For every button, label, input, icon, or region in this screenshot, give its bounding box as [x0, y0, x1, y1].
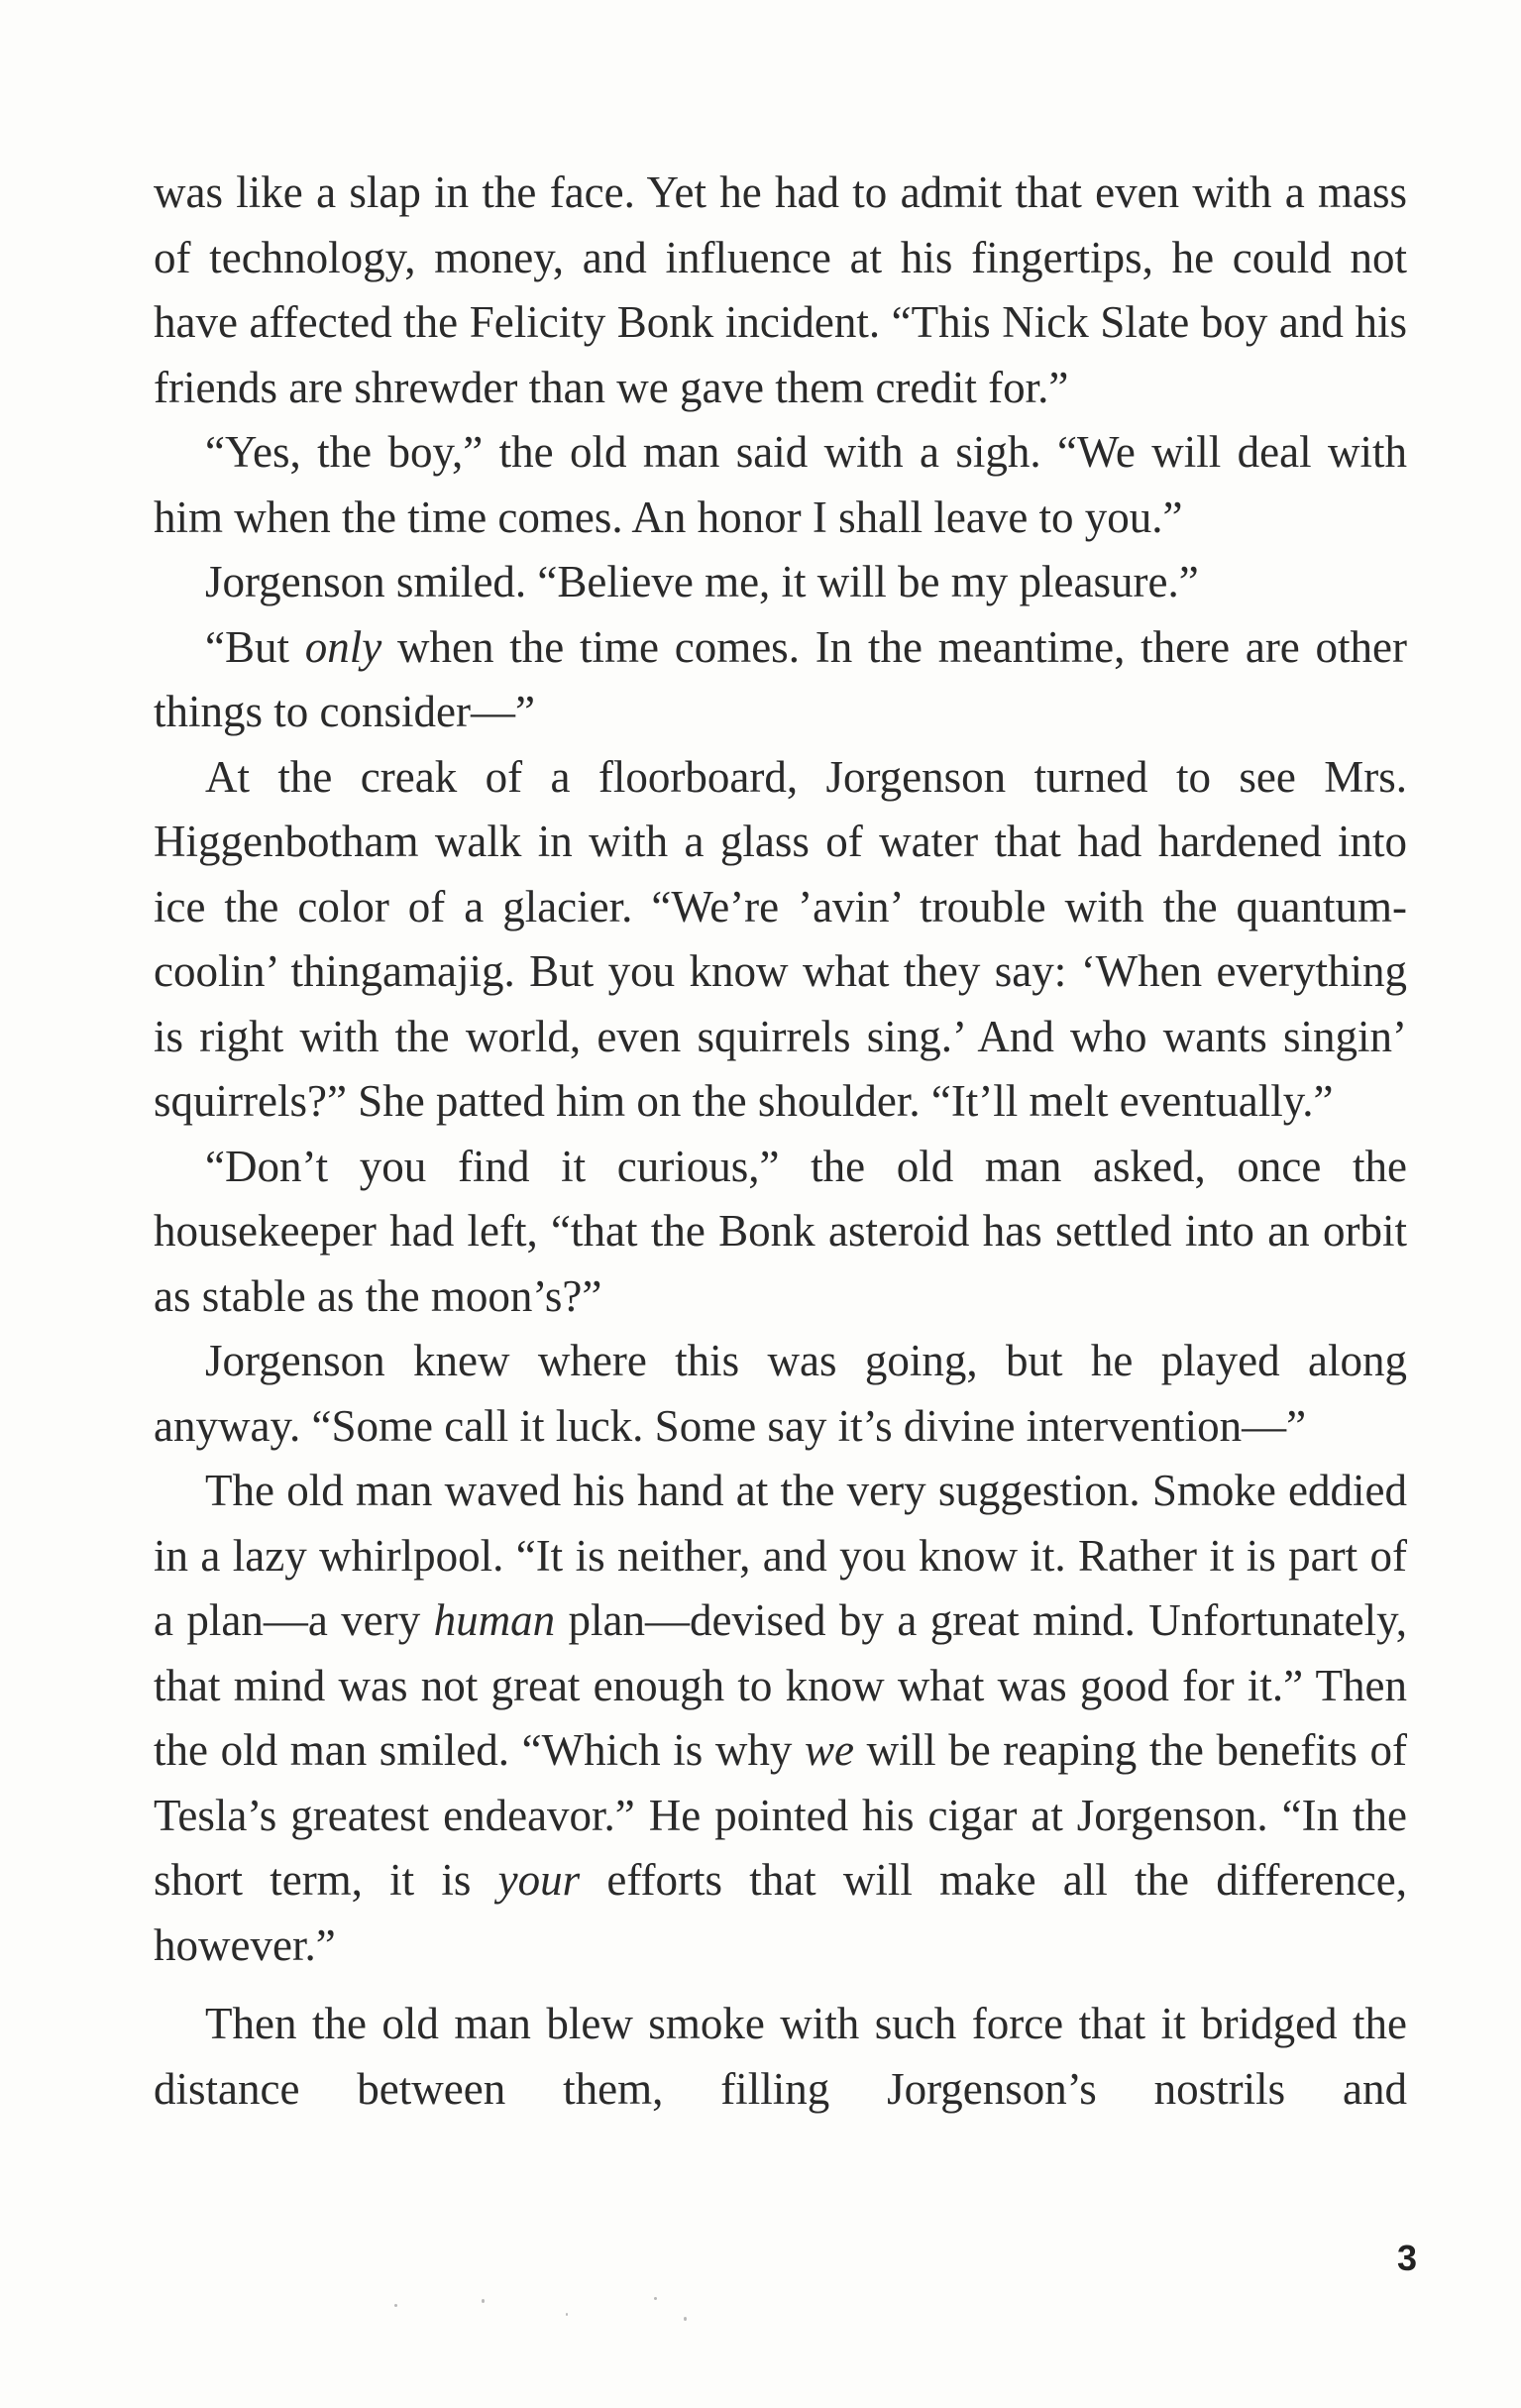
scan-speck [654, 2297, 657, 2300]
page-number: 3 [1396, 2238, 1417, 2278]
paragraph [154, 1459, 1407, 1978]
scan-speck [566, 2313, 568, 2316]
text-run: was like a slap in the face. Yet he had to admit that even with a mass of technology, money, and influence at his fingertips, he could not have affected the Felicity Bonk incident. “This Nick Slate boy and his friends are shrewder than we gave them credit for.” [154, 167, 1407, 412]
text-run: Then the old man blew smoke with such force that it bridged the distance between them, filling Jorgenson’s nostrils and [154, 1999, 1407, 2114]
paragraph [154, 1992, 1407, 2122]
italic-text: your [497, 1855, 581, 1905]
body-text [154, 161, 1407, 2122]
text-run: “Don’t you find it curious,” the old man asked, once the housekeeper had left, “that the Bonk asteroid has settled into an orbit as stable as the moon’s?” [154, 1141, 1407, 1321]
text-run: “But [205, 621, 305, 672]
paragraph [154, 1135, 1407, 1330]
text-run: At the creak of a floorboard, Jorgenson turned to see Mrs. Higgenbotham walk in with a glass of water that had hardened into ice the color of a glacier. “We’re ’avin’ trouble with the quantum-coolin’ thingamajig. But you know what they say: ‘When everything is right with the world, even squirrels sing.’ And who wants singin’ squirrels?” She patted him on the shoulder. “It’ll melt eventually.” [154, 751, 1407, 1126]
text-run: efforts that will make all the difference, however.” [154, 1855, 1407, 1970]
paragraph [154, 550, 1407, 615]
text-run: will be reaping the benefits of Tesla’s greatest endeavor.” He pointed his cigar at Jorgenson. “In the short term, it is [154, 1725, 1407, 1905]
paragraph [154, 1329, 1407, 1459]
text-run: Jorgenson knew where this was going, but he played along anyway. “Some call it luck. Some say it’s divine intervention—” [154, 1336, 1407, 1451]
text-run: Jorgenson smiled. “Believe me, it will be my pleasure.” [205, 557, 1199, 606]
paragraph [154, 745, 1407, 1135]
italic-text: human [433, 1595, 556, 1645]
paragraph [154, 615, 1407, 745]
italic-text: only [304, 621, 382, 672]
scan-speck [394, 2304, 397, 2307]
italic-text: we [804, 1725, 854, 1775]
text-run: when the time comes. In the meantime, there are other things to consider—” [154, 621, 1407, 736]
paragraph [154, 161, 1407, 420]
scan-speck [482, 2299, 485, 2303]
paragraph [154, 420, 1407, 550]
text-run: The old man waved his hand at the very suggestion. Smoke eddied in a lazy whirlpool. “It is neither, and you know it. Rather it is part of a plan—a very [154, 1466, 1407, 1645]
text-run: plan—devised by a great mind. Unfortunately, that mind was not great enough to know what was good for it.” Then the old man smiled. “Which is why [154, 1595, 1407, 1775]
scan-speck [684, 2317, 687, 2321]
text-run: “Yes, the boy,” the old man said with a sigh. “We will deal with him when the time comes. An honor I shall leave to you.” [154, 427, 1407, 542]
